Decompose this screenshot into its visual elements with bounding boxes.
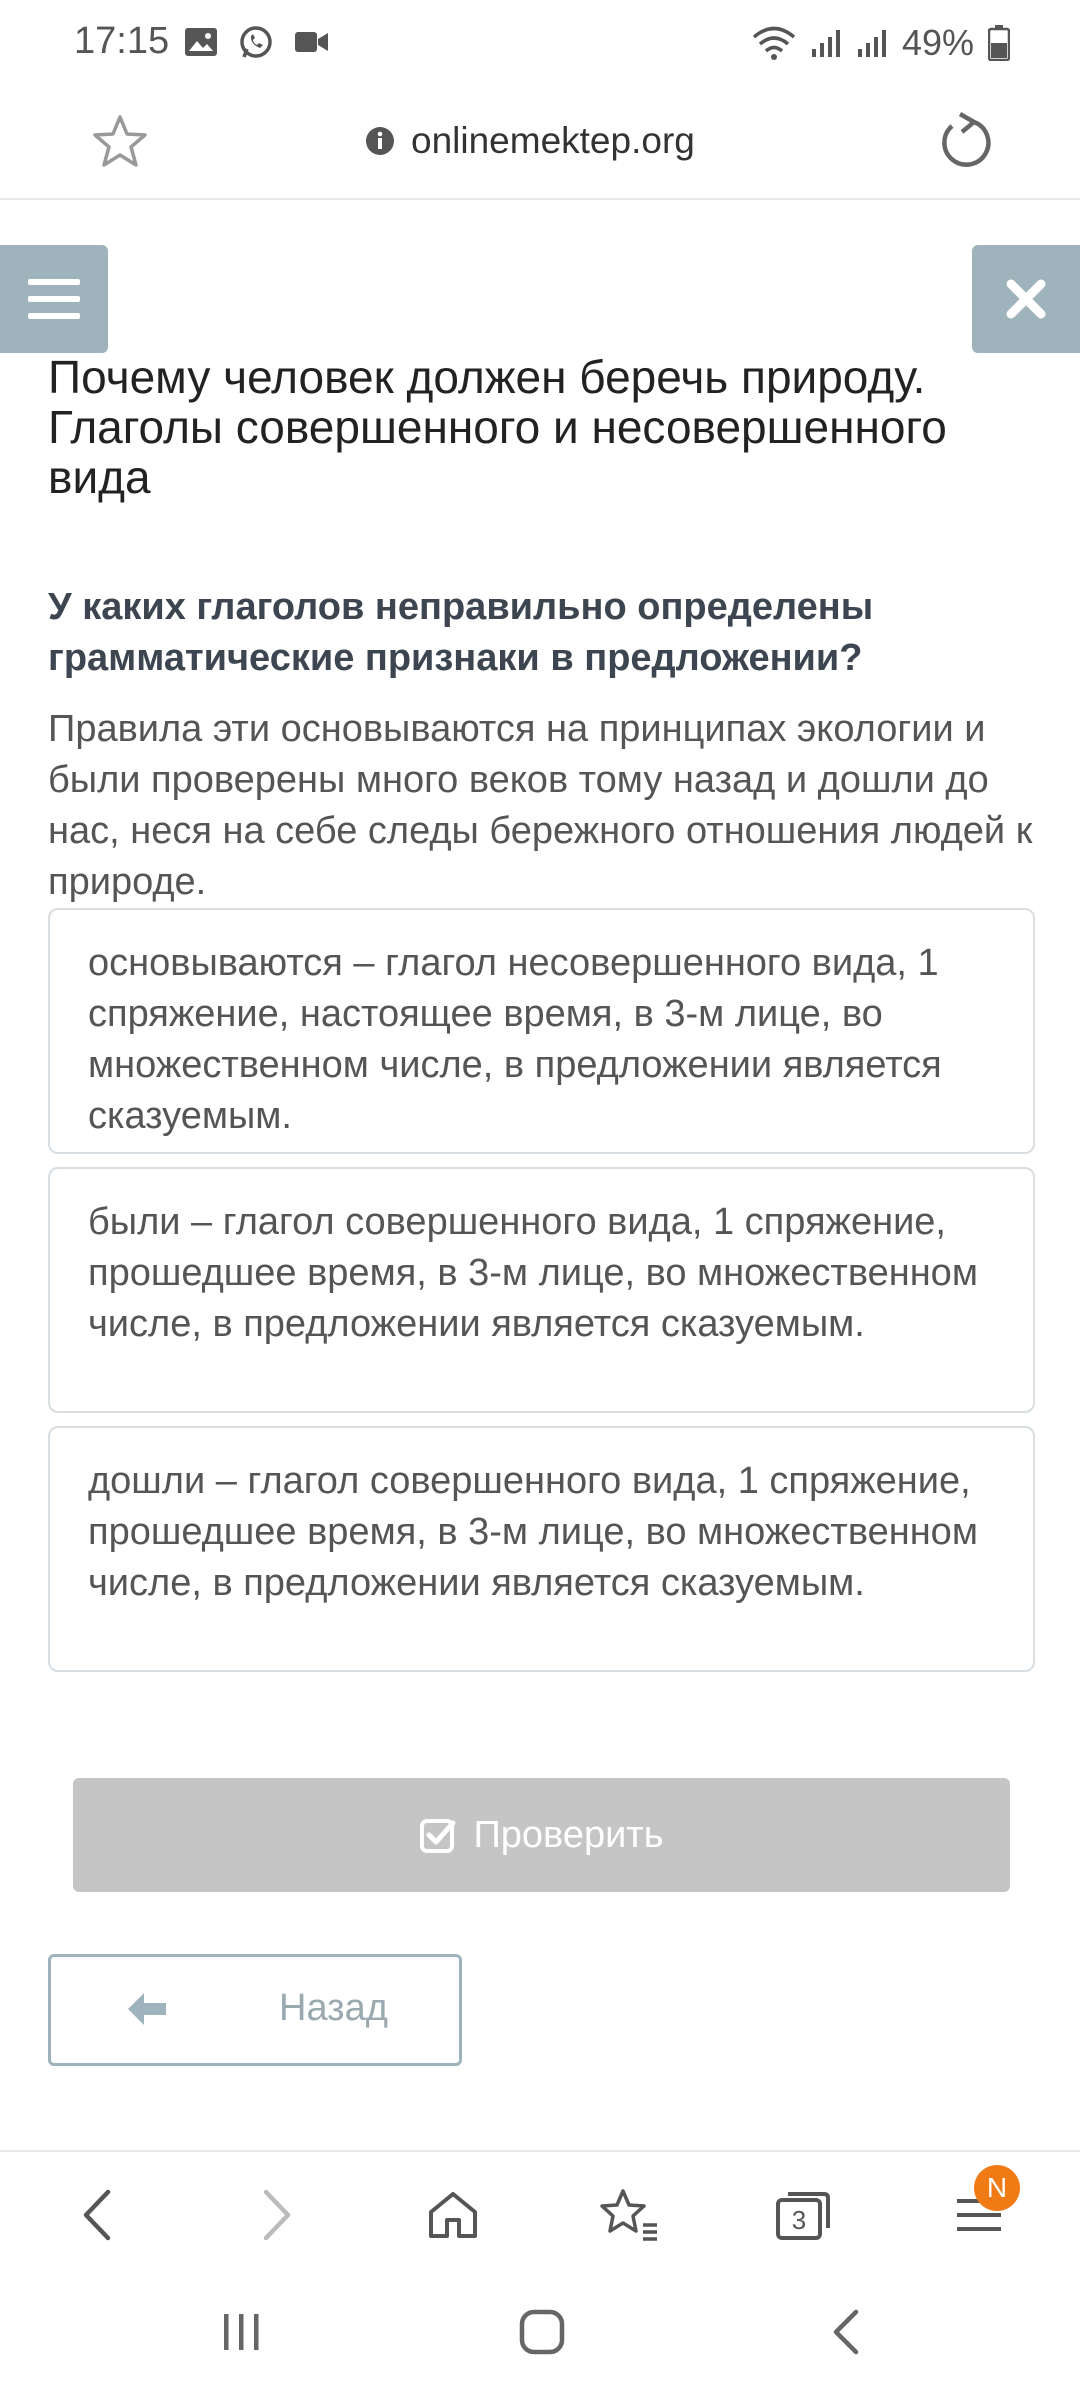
answer-option-text: дошли – глагол совершенного вида, 1 спряжение, прошедшее время, в 3-м лице, во множественном числе, в предложении является сказуемым.: [88, 1460, 978, 1604]
browser-toolbar: [0, 2150, 1080, 2268]
bookmarks-button[interactable]: [594, 2180, 664, 2250]
close-button[interactable]: [972, 245, 1080, 353]
check-button-label: Проверить: [473, 1813, 664, 1856]
menu-button[interactable]: [0, 245, 108, 353]
back-button-label: Назад: [279, 1987, 388, 2029]
bookmark-star-button[interactable]: [90, 112, 150, 177]
image-icon: [184, 27, 218, 57]
browser-home-button[interactable]: [418, 2180, 488, 2250]
question-text: У каких глаголов неправильно определены грамматические признаки в предложении?: [48, 586, 874, 679]
url-field[interactable]: [365, 120, 695, 162]
tabs-count: 3: [791, 2205, 807, 2235]
chevron-left-icon: [82, 2189, 112, 2241]
system-back-button[interactable]: [816, 2302, 876, 2362]
bookmarks-star-icon: [599, 2187, 659, 2243]
status-icons-left: [184, 24, 330, 60]
question-sentence: Правила эти основываются на принципах экологии и были проверены много веков тому назад и дошли до нас, неся на себе следы бережного отношения людей к природе.: [48, 708, 1033, 903]
home-square-icon: [519, 2309, 565, 2355]
back-button[interactable]: [48, 1954, 462, 2066]
home-icon: [427, 2190, 479, 2240]
browser-url-bar: [0, 90, 1080, 200]
checkbox-check-icon: [419, 1816, 457, 1854]
star-icon: [90, 112, 150, 172]
reload-button[interactable]: [936, 108, 996, 179]
answer-option-text: были – глагол совершенного вида, 1 спряжение, прошедшее время, в 3-м лице, во множественном числе, в предложении является сказуемым.: [88, 1201, 978, 1345]
url-text: onlinemektep.org: [411, 120, 695, 161]
signal-icon: [810, 27, 842, 59]
status-bar: [0, 0, 1080, 90]
battery-percent: 49%: [901, 22, 974, 63]
status-time: 17:15: [74, 20, 170, 62]
whatsapp-icon: [238, 24, 274, 60]
lesson-title: Почему человек должен беречь природу. Глаголы совершенного и несовершенного вида: [48, 351, 947, 503]
recent-apps-icon: [221, 2312, 263, 2352]
browser-back-button[interactable]: [62, 2180, 132, 2250]
system-nav-bar: [0, 2268, 1080, 2400]
wifi-icon: [752, 26, 796, 60]
tabs-icon: [774, 2188, 832, 2242]
answer-option[interactable]: [48, 908, 1035, 1154]
info-icon: [365, 126, 395, 156]
tabs-button[interactable]: [768, 2180, 838, 2250]
reload-icon: [936, 108, 996, 174]
battery-icon: [988, 25, 1010, 61]
video-icon: [294, 29, 330, 55]
answer-option-text: основываются – глагол несовершенного вида, 1 спряжение, настоящее время, в 3-м лице, во множественном числе, в предложении является сказуемым.: [88, 942, 942, 1137]
answer-option[interactable]: [48, 1426, 1035, 1672]
chevron-right-icon: [262, 2189, 292, 2241]
hamburger-icon: [28, 277, 80, 321]
arrow-left-icon: [126, 1991, 168, 2027]
recent-apps-button[interactable]: [212, 2302, 272, 2362]
signal-icon: [856, 27, 888, 59]
notification-badge: N: [974, 2165, 1020, 2211]
status-icons-right: [752, 22, 1010, 64]
chevron-left-icon: [832, 2309, 860, 2355]
browser-forward-button[interactable]: [242, 2180, 312, 2250]
check-button[interactable]: [73, 1778, 1010, 1892]
close-icon: [1006, 279, 1046, 319]
answer-option[interactable]: [48, 1167, 1035, 1413]
system-home-button[interactable]: [512, 2302, 572, 2362]
